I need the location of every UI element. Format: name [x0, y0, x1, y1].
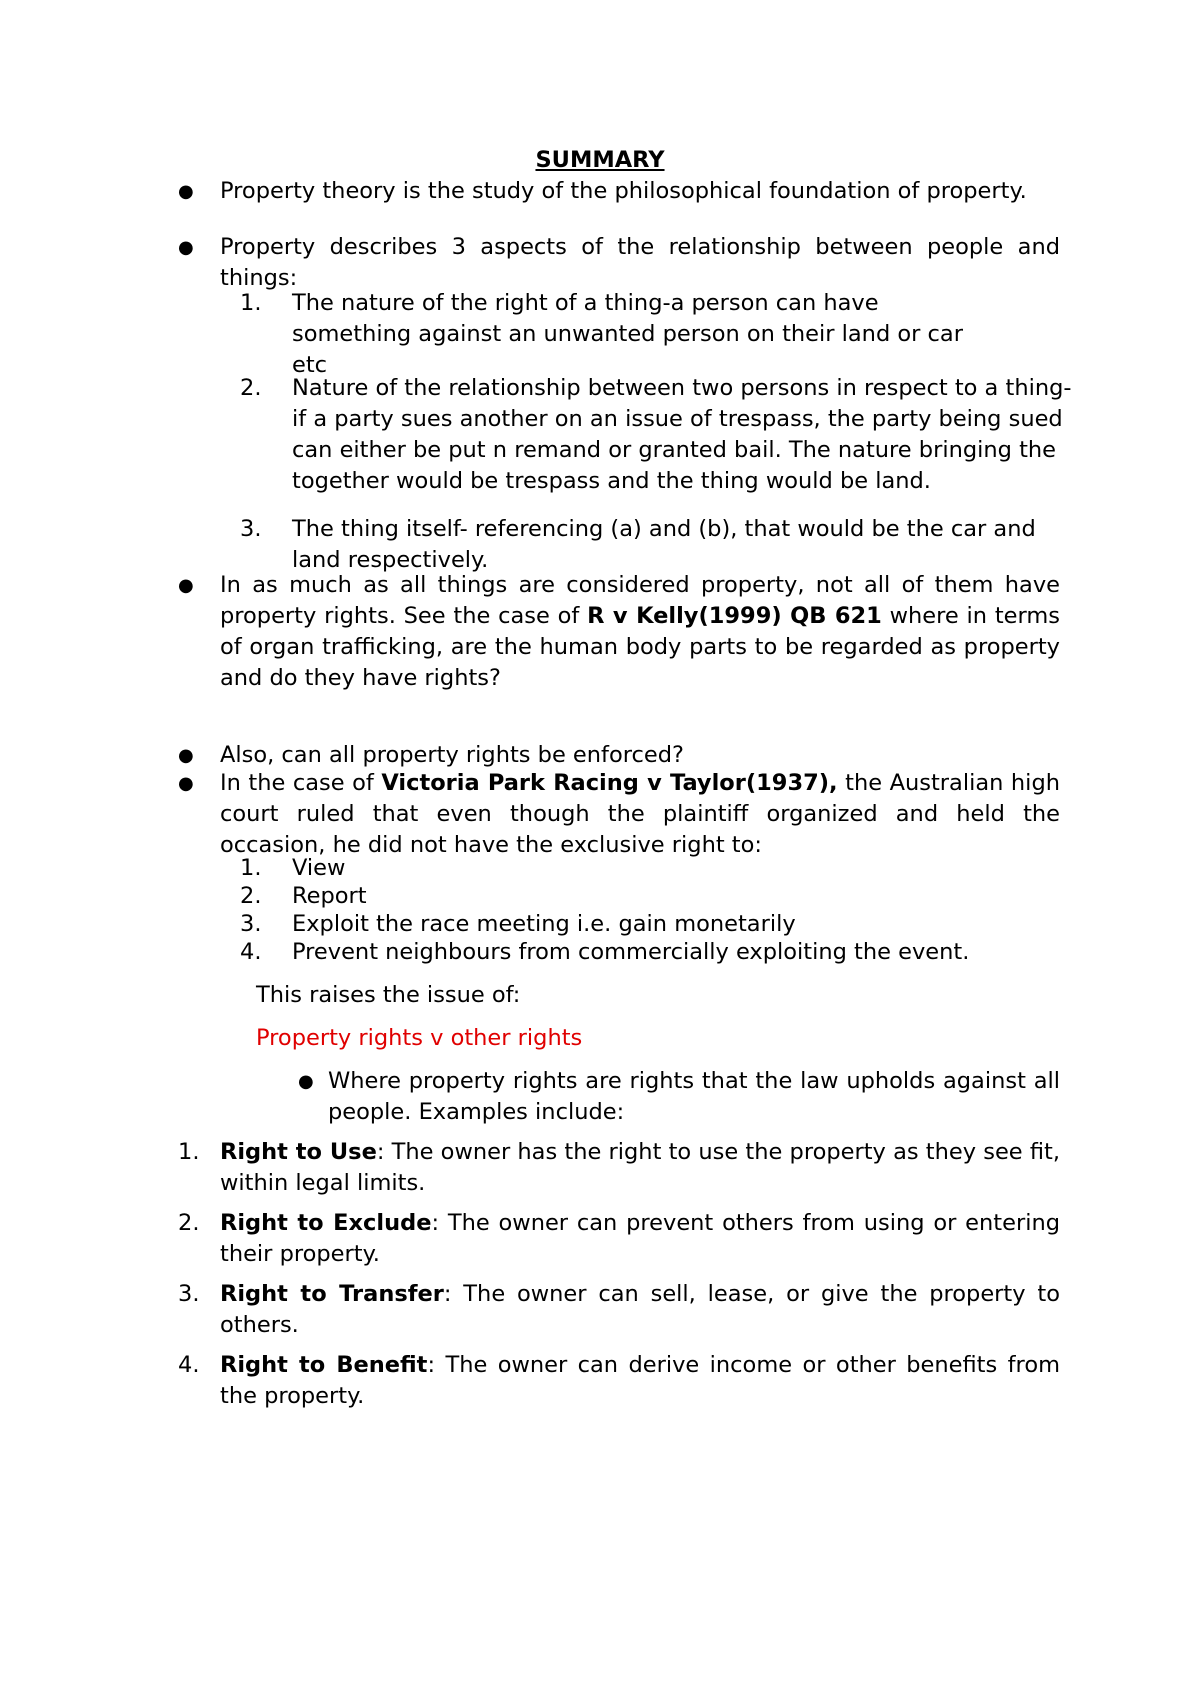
list-number: 1. — [240, 855, 262, 881]
list-number: 4. — [178, 1352, 200, 1378]
list-number: 2. — [178, 1210, 200, 1236]
kelly-case-name: R v Kelly(1999) QB 621 — [587, 603, 882, 629]
right-label: Right to Transfer — [220, 1281, 444, 1307]
bullet-dot: ● — [178, 745, 194, 766]
right-description: : The owner can prevent others from using or entering their property. — [220, 1210, 1060, 1267]
section-heading-red: Property rights v other rights — [256, 1025, 583, 1051]
right-description: : The owner can sell, lease, or give the property to others. — [220, 1281, 1060, 1338]
page-title: SUMMARY — [535, 147, 665, 173]
kelly-text-before: In as much as all things are considered property, not all of them have property rights. See the case of — [220, 572, 1060, 629]
right-item-use — [220, 1137, 1060, 1199]
list-number: 3. — [240, 516, 262, 542]
exclusive-right-item: Prevent neighbours from commercially exploiting the event. — [292, 939, 970, 965]
list-number: 3. — [240, 911, 262, 937]
exclusive-right-item: Exploit the race meeting i.e. gain monetarily — [292, 911, 796, 937]
list-number: 2. — [240, 375, 262, 401]
bullet-dot: ● — [178, 181, 194, 202]
bullet-kelly-case — [220, 570, 1060, 694]
right-label: Right to Exclude — [220, 1210, 432, 1236]
bullet-property-theory: Property theory is the study of the philosophical foundation of property. — [220, 178, 1027, 204]
victoria-case-name: Victoria Park Racing v Taylor(1937), — [381, 770, 838, 796]
right-description: : The owner has the right to use the property as they see fit, within legal limits. — [220, 1139, 1060, 1196]
aspect-item-3: The thing itself- referencing (a) and (b), that would be the car and land respectively. — [292, 516, 1036, 573]
right-item-transfer — [220, 1279, 1060, 1341]
bullet-dot: ● — [178, 773, 194, 794]
right-description: : The owner can derive income or other benefits from the property. — [220, 1352, 1060, 1409]
raises-issue-text: This raises the issue of: — [256, 982, 521, 1008]
victoria-text-before: In the case of — [220, 770, 382, 796]
list-number: 4. — [240, 939, 262, 965]
right-label: Right to Benefit — [220, 1352, 428, 1378]
aspect-item-1: The nature of the right of a thing-a person can have something against an unwanted person on their land or car etc — [292, 290, 963, 378]
right-item-benefit — [220, 1350, 1060, 1412]
bullet-dot: ● — [178, 575, 194, 596]
aspect-item-2: Nature of the relationship between two persons in respect to a thing- if a party sues another on an issue of trespass, the party being sued can either be put n remand or granted bail. The nature bringing the together would be trespass and the thing would be land. — [292, 375, 1072, 494]
list-number: 1. — [178, 1139, 200, 1165]
exclusive-right-item: Report — [292, 883, 367, 909]
bullet-dot: ● — [178, 237, 194, 258]
bullet-victoria-case — [220, 768, 1060, 861]
list-number: 2. — [240, 883, 262, 909]
exclusive-right-item: View — [292, 855, 346, 881]
right-item-exclude — [220, 1208, 1060, 1270]
list-number: 1. — [240, 290, 262, 316]
bullet-property-describes: Property describes 3 aspects of the relationship between people and things: — [220, 234, 1060, 291]
bullet-dot: ● — [298, 1071, 314, 1092]
bullet-enforced: Also, can all property rights be enforced? — [220, 742, 684, 768]
right-label: Right to Use — [220, 1139, 377, 1165]
victoria-text-after: the Australian high court ruled that even though the plaintiff organized and held the occasion, he did not have the exclusive right to: — [220, 770, 1060, 858]
bullet-where-property-rights: Where property rights are rights that the law upholds against all people. Examples include: — [328, 1068, 1060, 1125]
list-number: 3. — [178, 1281, 200, 1307]
kelly-text-after: where in terms of organ trafficking, are the human body parts to be regarded as property and do they have rights? — [220, 603, 1060, 691]
